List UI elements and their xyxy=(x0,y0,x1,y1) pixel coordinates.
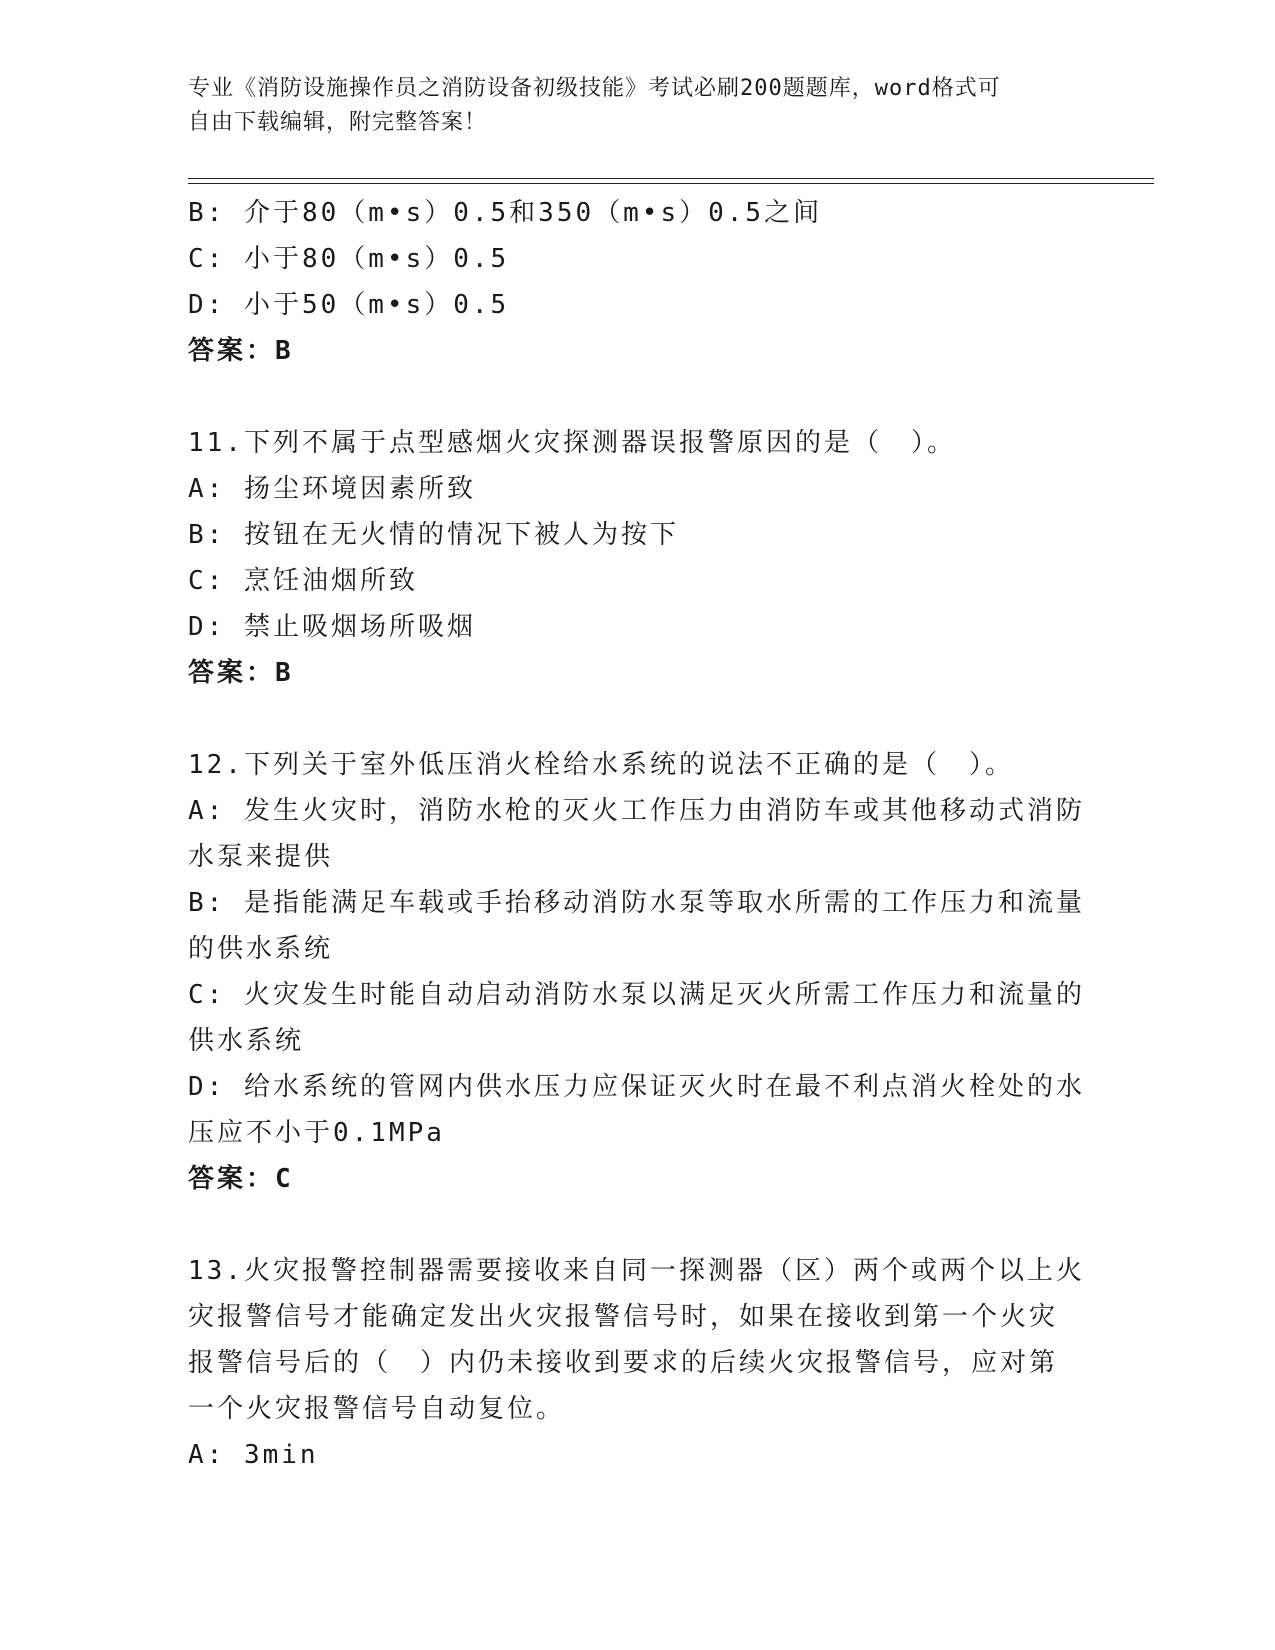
option-b-line-2: 的供水系统 xyxy=(188,934,334,964)
spacer xyxy=(188,1202,1088,1248)
question-block-13 xyxy=(188,1248,1088,1478)
option-c-line-1: C: 火灾发生时能自动启动消防水泵以满足灭火所需工作压力和流量的 xyxy=(188,980,1085,1010)
option-b: B: 按钮在无火情的情况下被人为按下 xyxy=(188,520,679,550)
answer: 答案：B xyxy=(188,336,294,366)
answer: 答案：C xyxy=(188,1164,294,1194)
spacer xyxy=(188,374,1088,420)
option-d: D: 小于50（m•s）0.5 xyxy=(188,290,510,320)
option-a-line-1: A: 发生火灾时，消防水枪的灭火工作压力由消防车或其他移动式消防 xyxy=(188,796,1085,826)
spacer xyxy=(188,696,1088,742)
question-text-line-2: 灾报警信号才能确定发出火灾报警信号时，如果在接收到第一个火灾 xyxy=(188,1302,1059,1332)
question-block-10 xyxy=(188,190,1088,374)
document-header xyxy=(188,72,1088,140)
header-line-1: 专业《消防设施操作员之消防设备初级技能》考试必刷200题题库，word格式可 xyxy=(188,76,1001,101)
question-block-11 xyxy=(188,420,1088,696)
option-a: A: 扬尘环境因素所致 xyxy=(188,474,476,504)
option-d-line-1: D: 给水系统的管网内供水压力应保证灭火时在最不利点消火栓处的水 xyxy=(188,1072,1085,1102)
question-text-line-3: 报警信号后的（ ）内仍未接收到要求的后续火灾报警信号，应对第 xyxy=(188,1348,1059,1378)
question-block-12 xyxy=(188,742,1088,1202)
option-c: C: 小于80（m•s）0.5 xyxy=(188,244,510,274)
header-line-2: 自由下载编辑，附完整答案！ xyxy=(188,110,488,135)
header-divider-top xyxy=(188,178,1154,179)
option-a: A: 3min xyxy=(188,1440,319,1470)
answer: 答案：B xyxy=(188,658,294,688)
option-c-line-2: 供水系统 xyxy=(188,1026,305,1056)
question-text: 11.下列不属于点型感烟火灾探测器误报警原因的是（ ）。 xyxy=(188,428,956,458)
header-divider-bottom xyxy=(188,183,1154,184)
option-b: B: 介于80（m•s）0.5和350（m•s）0.5之间 xyxy=(188,198,823,228)
option-a-line-2: 水泵来提供 xyxy=(188,842,334,872)
option-d: D: 禁止吸烟场所吸烟 xyxy=(188,612,476,642)
option-b-line-1: B: 是指能满足车载或手抬移动消防水泵等取水所需的工作压力和流量 xyxy=(188,888,1085,918)
question-text: 12.下列关于室外低压消火栓给水系统的说法不正确的是（ ）。 xyxy=(188,750,1014,780)
option-d-line-2: 压应不小于0.1MPa xyxy=(188,1118,445,1148)
document-body xyxy=(188,190,1088,1478)
question-text-line-1: 13.火灾报警控制器需要接收来自同一探测器（区）两个或两个以上火 xyxy=(188,1256,1085,1286)
question-text-line-4: 一个火灾报警信号自动复位。 xyxy=(188,1394,566,1424)
option-c: C: 烹饪油烟所致 xyxy=(188,566,418,596)
